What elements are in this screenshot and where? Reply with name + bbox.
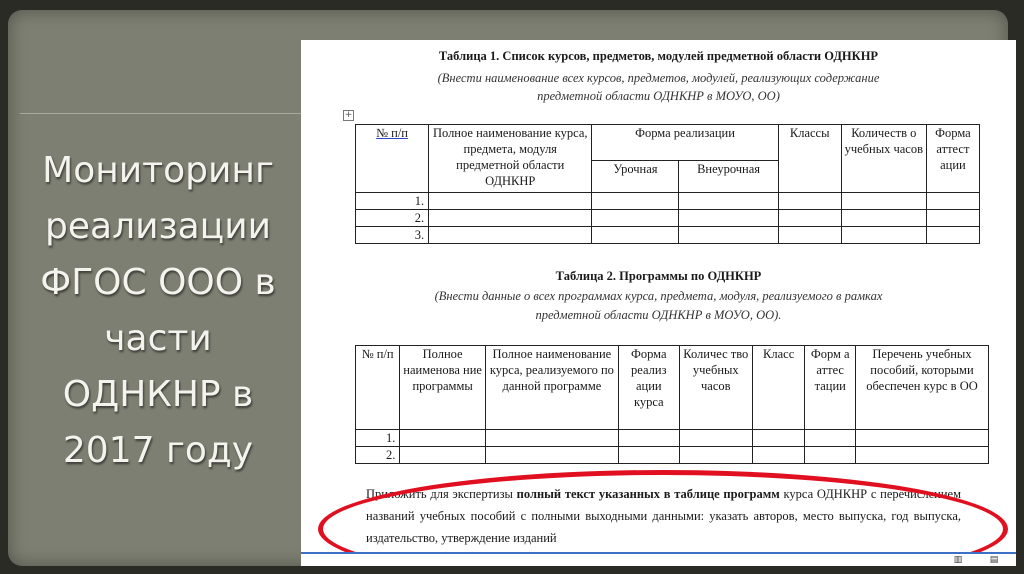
- table-row: 2.: [356, 210, 980, 227]
- t1-header-grades: Классы: [778, 125, 841, 193]
- t2-header-program: Полное наименова ние программы: [400, 346, 486, 430]
- t1-header-form-extra: Внеурочная: [679, 161, 778, 193]
- slide-title: Мониторинг реализации ФГОС ООО в части ОДНКНР в 2017 году: [40, 150, 276, 471]
- t2-header-books: Перечень учебных пособий, которыми обеспечен курс в ОО: [855, 346, 988, 430]
- table1: [355, 124, 980, 244]
- table2: [355, 345, 989, 464]
- print-layout-icon[interactable]: ▤: [989, 555, 999, 565]
- table2-subcaption-2: предметной области ОДНКНР в МОУО, ОО).: [535, 308, 782, 322]
- table1-subcaption-1: (Внести наименование всех курсов, предметов, модулей, реализующих содержание: [437, 71, 880, 85]
- t1-header-num: № п/п: [356, 125, 429, 193]
- attachment-note: Приложить для экспертизы полный текст указанных в таблице программ курса ОДНКНР с перечислением названий учебных пособий с полными выходными данными: указать авторов, место выпуска, год выпуска, издательство, утверждение изданий: [366, 487, 962, 545]
- t2-header-attest: Форм а аттес тации: [805, 346, 856, 430]
- table1-subcaption-2: предметной области ОДНКНР в МОУО, ОО): [537, 89, 780, 103]
- table1-caption: Таблица 1. Список курсов, предметов, модулей предметной области ОДНКНР: [438, 49, 879, 63]
- title-divider: [20, 113, 306, 114]
- table-row: 1.: [356, 430, 989, 447]
- table-row: 2.: [356, 447, 989, 464]
- table2-caption: Таблица 2. Программы по ОДНКНР: [555, 269, 762, 283]
- t1-header-form-class: Урочная: [592, 161, 679, 193]
- t1-header-attest: Форма аттест ации: [926, 125, 979, 193]
- status-bar: [301, 552, 1016, 566]
- read-mode-icon[interactable]: ▥: [953, 555, 963, 565]
- t1-header-hours: Количеств о учебных часов: [841, 125, 926, 193]
- table-move-handle-icon[interactable]: +: [344, 110, 353, 120]
- t2-header-form: Форма реализ ации курса: [618, 346, 679, 430]
- document-page: [301, 40, 1016, 566]
- table2-subcaption-1: (Внести данные о всех программах курса, предмета, модуля, реализуемого в рамках: [434, 289, 883, 303]
- t2-header-hours: Количес тво учебных часов: [679, 346, 752, 430]
- t2-header-num: № п/п: [356, 346, 400, 430]
- table-row: 3.: [356, 227, 980, 244]
- t1-header-name: Полное наименование курса, предмета, модуля предметной области ОДНКНР: [429, 125, 592, 193]
- t2-header-grade: Класс: [752, 346, 805, 430]
- t2-header-course: Полное наименование курса, реализуемого по данной программе: [485, 346, 618, 430]
- t1-header-form: Форма реализации: [592, 125, 778, 161]
- slide: [8, 10, 1008, 566]
- table-row: 1.: [356, 193, 980, 210]
